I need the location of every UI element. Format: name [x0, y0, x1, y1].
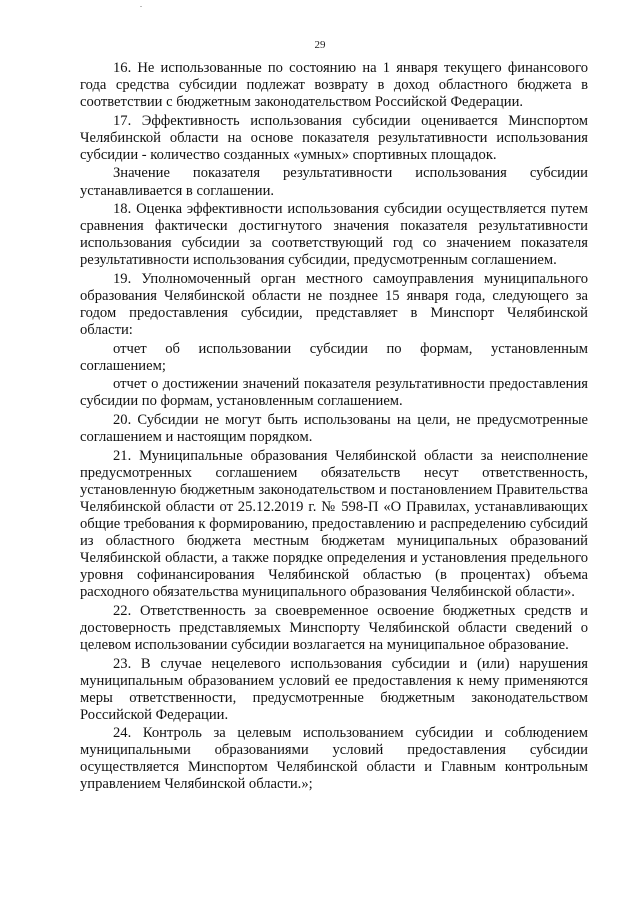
paragraph-19-reporting: 19. Уполномоченный орган местного самоуправления муниципального образования Челябинской области не позднее 15 января года, следующего за годом предоставления субсидии, представляет в Минспорт Челябинской области: [80, 270, 588, 339]
paragraph-24-control: 24. Контроль за целевым использованием субсидии и соблюдением муниципальными образованиями условий предоставления субсидии осуществляется Минспортом Челябинской области и Главным контрольным управлением Челябинской области.»; [80, 725, 588, 793]
paragraph-23-misuse-measures: 23. В случае нецелевого использования субсидии и (или) нарушения муниципальным образованием условий ее предоставления к нему применяются меры ответственности, предусмотренные бюджетным законодательством Российской Федерации. [80, 655, 588, 723]
scan-artifact [140, 6, 142, 7]
document-body [80, 60, 588, 795]
paragraph-17-efficiency-assessment: 17. Эффективность использования субсидии оценивается Минспортом Челябинской области на основе показателя результативности использования субсидии - количество созданных «умных» спортивных площадок. [80, 112, 588, 163]
paragraph-18-efficiency-evaluation: 18. Оценка эффективности использования субсидии осуществляется путем сравнения фактически достигнутого значения показателя результативности использования субсидии за соответствующий год со значением показателя результативности использования субсидии, предусмотренным соглашением. [80, 201, 588, 269]
paragraph-16-unused-funds-return: 16. Не использованные по состоянию на 1 января текущего финансового года средства субсидии подлежат возврату в доход областного бюджета в соответствии с бюджетным законодательством Российской Федерации. [80, 60, 588, 111]
paragraph-21-liability: 21. Муниципальные образования Челябинской области за неисполнение предусмотренных соглашением обязательств несут ответственность, установленную бюджетным законодательством и постановлением Правительства Челябинской области от 25.12.2019 г. № 598-П «О Правилах, устанавливающих общие требования к формированию, предоставлению и распределению субсидий из областного бюджета местным бюджетам муниципальных образований Челябинской области, а также порядке определения и установления предельного уровня софинансирования Челябинской областью (в процентах) объема расходного обязательства муниципального образования Челябинской области». [80, 447, 588, 601]
paragraph-22-responsibility: 22. Ответственность за своевременное освоение бюджетных средств и достоверность представляемых Минспорту Челябинской области сведений о целевом использовании субсидии возлагается на муниципальное образование. [80, 602, 588, 653]
paragraph-indicator-value: Значение показателя результативности использования субсидии устанавливается в соглашении. [80, 165, 588, 199]
page-number: 29 [314, 39, 326, 51]
paragraph-report-achievement: отчет о достижении значений показателя результативности предоставления субсидии по формам, установленным соглашением. [80, 376, 588, 410]
paragraph-report-usage: отчет об использовании субсидии по формам, установленным соглашением; [80, 340, 588, 374]
paragraph-20-restricted-use: 20. Субсидии не могут быть использованы на цели, не предусмотренные соглашением и настоящим порядком. [80, 412, 588, 446]
